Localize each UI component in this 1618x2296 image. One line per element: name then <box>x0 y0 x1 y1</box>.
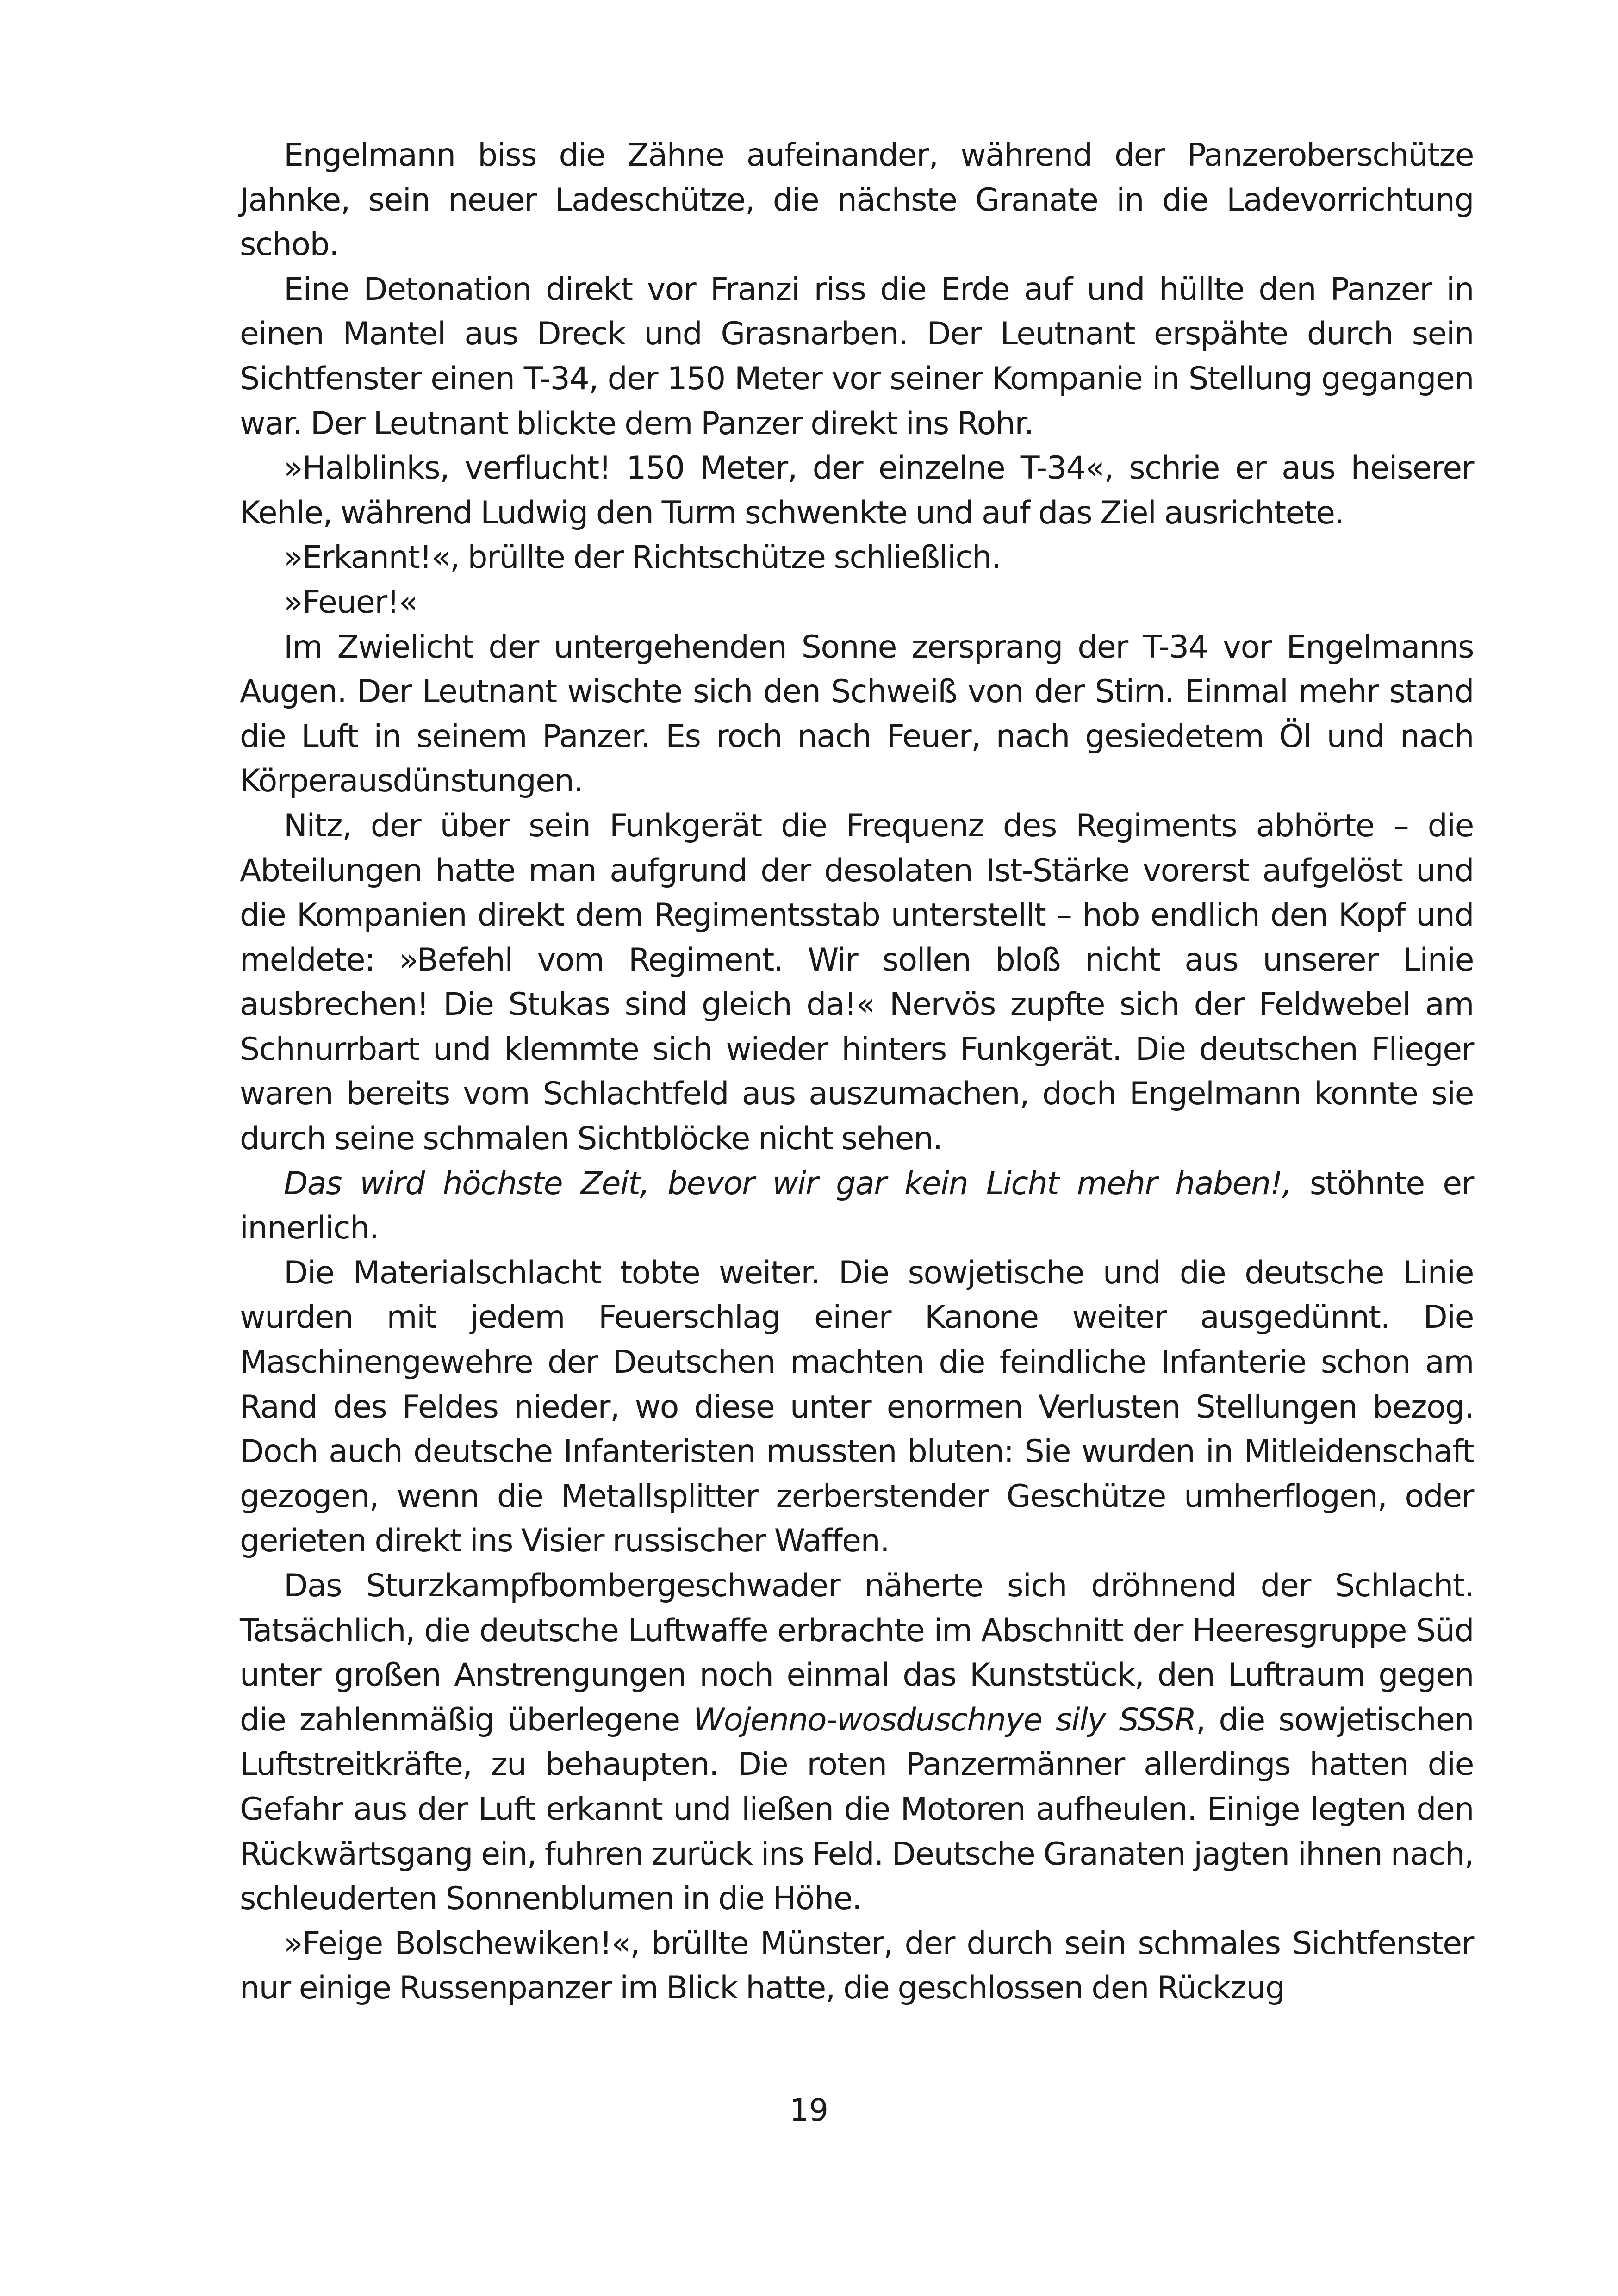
paragraph-end: , die sowjetischen Luftstreitkräfte, zu behaupten. Die roten Panzermänner allerdings hatten die Gefahr aus der Luft erkannt und ließen die Motoren aufheulen. Einige legten den Rückwärtsgang ein, fuhren zurück ins Feld. Deutsche Granaten jagten ihnen nach, schleuderten Sonnenblumen in die Höhe. <box>240 1701 1474 1917</box>
paragraph <box>240 1162 1474 1251</box>
italic-thought: Das wird höchste Zeit, bevor wir gar kein Licht mehr haben!, <box>284 1165 1292 1202</box>
paragraph: Die Materialschlacht tobte weiter. Die sowjetische und die deutsche Linie wurden mit jedem Feuerschlag einer Kanone weiter ausgedünnt. Die Maschinengewehre der Deutschen machten die feindliche Infanterie schon am Rand des Feldes nieder, wo diese unter enormen Verlusten Stellungen bezog. Doch auch deutsche Infanteristen mussten bluten: Sie wurden in Mitleidenschaft gezogen, wenn die Metallsplitter zerberstender Geschütze umherflogen, oder gerieten direkt ins Visier russischer Waffen. <box>240 1254 1474 1560</box>
paragraph: »Feuer!« <box>284 584 417 621</box>
paragraph-rest: stöhnte er innerlich. <box>240 1165 1474 1247</box>
paragraph: »Halblinks, verflucht! 150 Meter, der einzelne T-34«, schrie er aus heiserer Kehle, während Ludwig den Turm schwenkte und auf das Ziel ausrichtete. <box>240 450 1474 531</box>
paragraph: Eine Detonation direkt vor Franzi riss die Erde auf und hüllte den Panzer in einen Mantel aus Dreck und Grasnarben. Der Leutnant erspähte durch sein Sichtfenster einen T-34, der 150 Meter vor seiner Kompanie in Stellung gegangen war. Der Leutnant blickte dem Panzer direkt ins Rohr. <box>240 271 1474 442</box>
italic-term: Wojenno-wosduschnye sily SSSR <box>693 1701 1196 1738</box>
paragraph: Nitz, der über sein Funkgerät die Frequenz des Regiments abhörte – die Abteilungen hatte man aufgrund der desolaten Ist-Stärke vorerst aufgelöst und die Kompanien direkt dem Regimentsstab unterstellt – hob endlich den Kopf und meldete: »Befehl vom Regiment. Wir sollen bloß nicht aus unserer Linie ausbrechen! Die Stukas sind gleich da!« Nervös zupfte sich der Feldwebel am Schnurrbart und klemmte sich wieder hinters Funkgerät. Die deutschen Flieger waren bereits vom Schlachtfeld aus auszumachen, doch Engelmann konnte sie durch seine schmalen Sichtblöcke nicht sehen. <box>240 807 1474 1157</box>
paragraph: Engelmann biss die Zähne aufeinander, während der Panzeroberschütze Jahnke, sein neuer Ladeschütze, die nächste Granate in die Ladevorrichtung schob. <box>240 137 1474 263</box>
paragraph: »Feige Bolschewiken!«, brüllte Münster, der durch sein schmales Sichtfenster nur einige Russenpanzer im Blick hatte, die geschlossen den Rückzug <box>240 1925 1474 2007</box>
body-text <box>240 133 1474 2011</box>
paragraph: »Erkannt!«, brüllte der Richtschütze schließlich. <box>284 539 1001 576</box>
paragraph <box>240 1564 1474 1922</box>
page-number: 19 <box>790 2092 828 2128</box>
paragraph-start: Das Sturzkampfbombergeschwader näherte sich dröhnend der Schlacht. Tatsächlich, die deutsche Luftwaffe erbrachte im Abschnitt der Heeresgruppe Süd unter großen Anstrengungen noch einmal das Kunststück, den Luftraum gegen die zahlenmäßig überlegene <box>240 1568 1474 1738</box>
paragraph: Im Zwielicht der untergehenden Sonne zersprang der T-34 vor Engelmanns Augen. Der Leutnant wischte sich den Schweiß von der Stirn. Einmal mehr stand die Luft in seinem Panzer. Es roch nach Feuer, nach gesiedetem Öl und nach Körperausdünstungen. <box>240 628 1474 800</box>
